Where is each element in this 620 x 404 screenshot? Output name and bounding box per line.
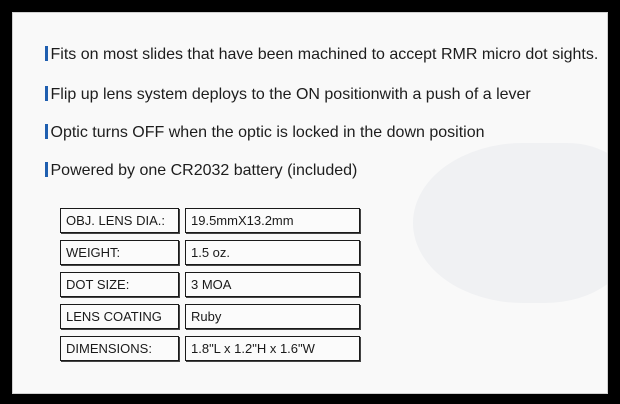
feature-item: [45, 85, 531, 105]
faded-background-graphic: [413, 143, 608, 303]
bullet-bar-icon: [45, 124, 48, 139]
feature-text: Powered by one CR2032 battery (included): [50, 162, 358, 179]
feature-item: [45, 123, 485, 143]
bullet-bar-icon: [45, 162, 48, 177]
spec-label: DIMENSIONS:: [60, 336, 179, 361]
product-spec-panel: [12, 12, 608, 394]
bullet-bar-icon: [45, 86, 48, 101]
feature-item: [45, 45, 598, 65]
feature-text: Flip up lens system deploys to the ON positionwith a push of a lever: [50, 86, 531, 103]
spec-label: DOT SIZE:: [60, 272, 179, 297]
spec-value: Ruby: [185, 304, 360, 329]
spec-label: OBJ. LENS DIA.:: [60, 208, 179, 233]
feature-item: [45, 161, 357, 181]
feature-text: Optic turns OFF when the optic is locked in the down position: [50, 124, 485, 141]
bullet-bar-icon: [45, 46, 48, 61]
feature-text: Fits on most slides that have been machined to accept RMR micro dot sights.: [50, 46, 599, 63]
spec-value: 1.8"L x 1.2"H x 1.6"W: [185, 336, 360, 361]
spec-label: WEIGHT:: [60, 240, 179, 265]
spec-label: LENS COATING: [60, 304, 179, 329]
spec-value: 1.5 oz.: [185, 240, 360, 265]
spec-value: 19.5mmX13.2mm: [185, 208, 360, 233]
spec-value: 3 MOA: [185, 272, 360, 297]
